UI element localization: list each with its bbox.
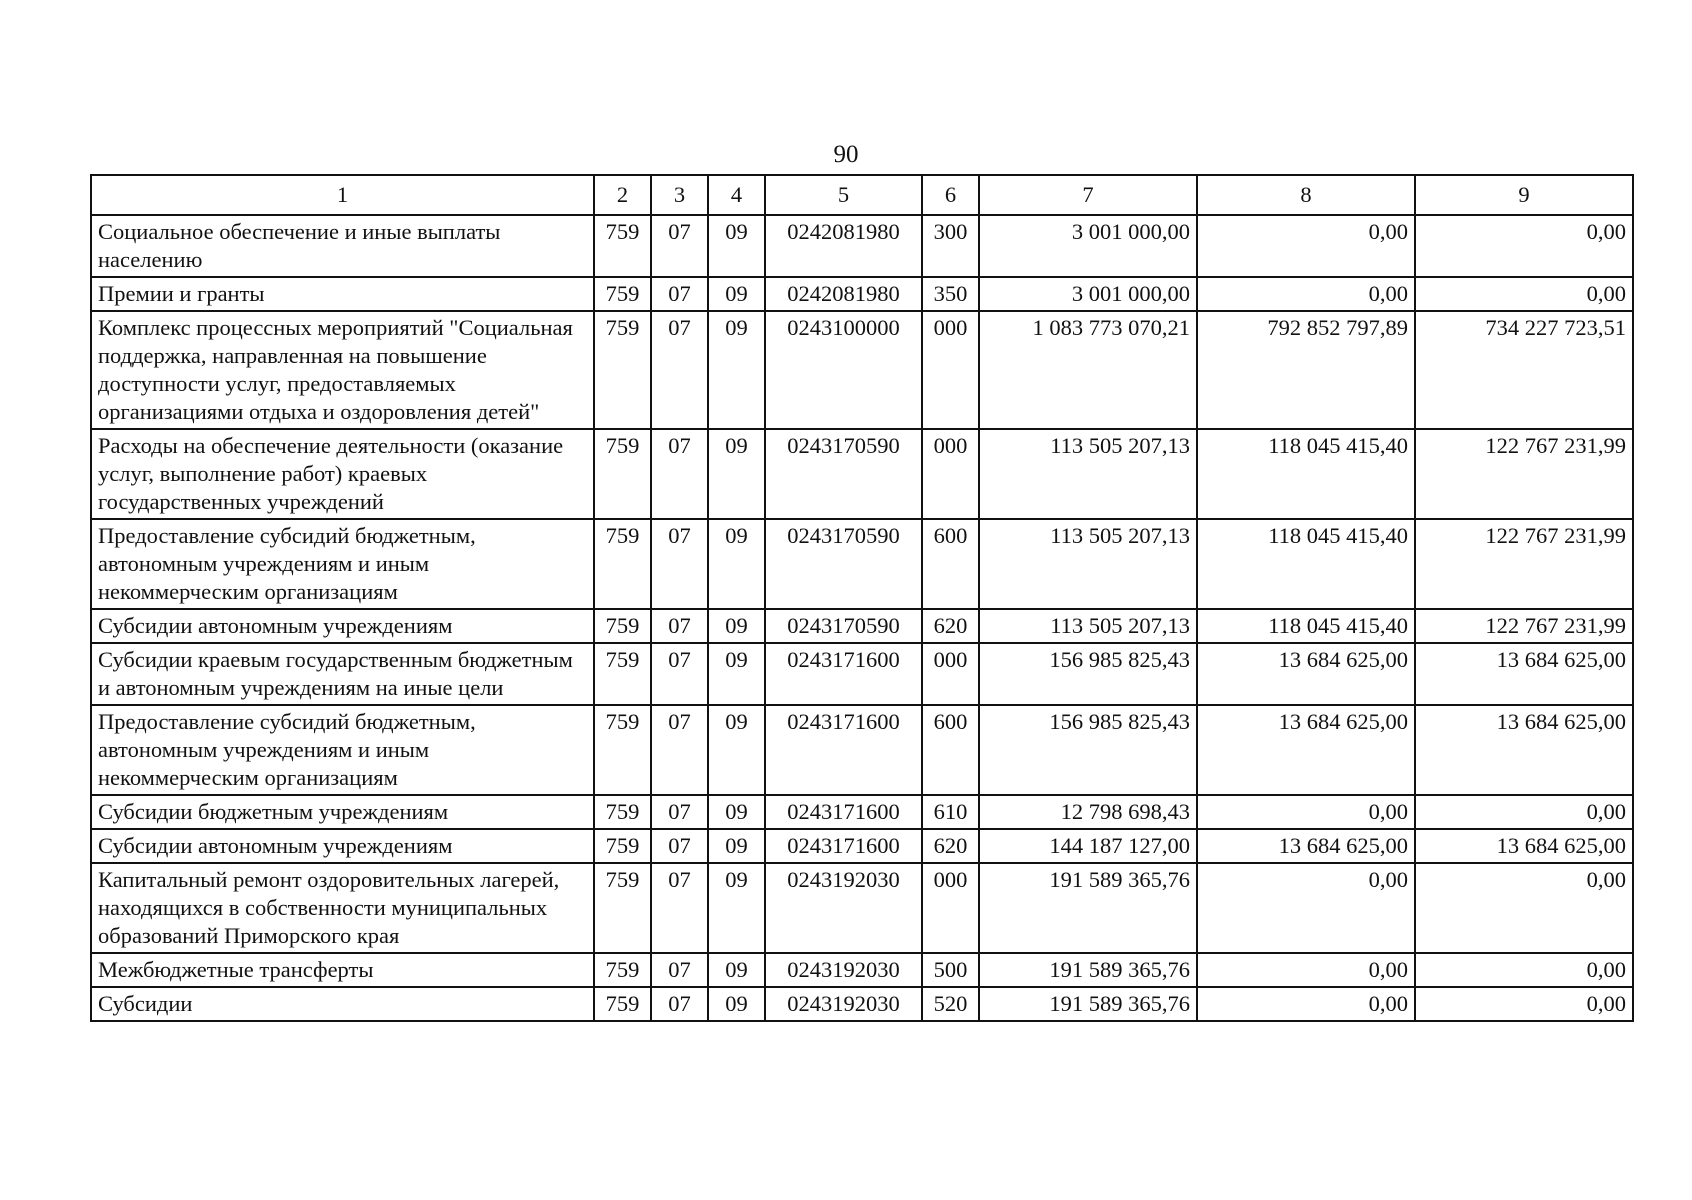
- amount-col8: 118 045 415,40: [1197, 429, 1415, 519]
- code-subsection: 09: [708, 643, 765, 705]
- amount-col9: 0,00: [1415, 277, 1633, 311]
- table-row: [91, 987, 1633, 1021]
- code-target-article: 0243170590: [765, 519, 922, 609]
- code-section: 07: [651, 429, 708, 519]
- code-target-article: 0243100000: [765, 311, 922, 429]
- column-header: 2: [594, 175, 651, 215]
- code-target-article: 0243170590: [765, 429, 922, 519]
- code-main: 759: [594, 215, 651, 277]
- code-target-article: 0243192030: [765, 987, 922, 1021]
- amount-col8: 13 684 625,00: [1197, 643, 1415, 705]
- code-subsection: 09: [708, 311, 765, 429]
- table-row: [91, 215, 1633, 277]
- table-row: [91, 277, 1633, 311]
- code-section: 07: [651, 519, 708, 609]
- amount-col7: 191 589 365,76: [979, 863, 1197, 953]
- code-target-article: 0242081980: [765, 277, 922, 311]
- amount-col9: 734 227 723,51: [1415, 311, 1633, 429]
- amount-col8: 792 852 797,89: [1197, 311, 1415, 429]
- column-header: 3: [651, 175, 708, 215]
- code-main: 759: [594, 429, 651, 519]
- amount-col8: 118 045 415,40: [1197, 609, 1415, 643]
- row-name: Социальное обеспечение и иные выплаты населению: [91, 215, 594, 277]
- code-main: 759: [594, 987, 651, 1021]
- column-header: 8: [1197, 175, 1415, 215]
- amount-col7: 144 187 127,00: [979, 829, 1197, 863]
- code-expense-type: 000: [922, 643, 979, 705]
- code-expense-type: 620: [922, 609, 979, 643]
- amount-col7: 1 083 773 070,21: [979, 311, 1197, 429]
- code-subsection: 09: [708, 863, 765, 953]
- amount-col8: 13 684 625,00: [1197, 829, 1415, 863]
- code-main: 759: [594, 795, 651, 829]
- code-target-article: 0243171600: [765, 795, 922, 829]
- amount-col9: 13 684 625,00: [1415, 643, 1633, 705]
- row-name: Комплекс процессных мероприятий "Социальная поддержка, направленная на повышение доступности услуг, предоставляемых организациями отдыха и оздоровления детей": [91, 311, 594, 429]
- code-expense-type: 610: [922, 795, 979, 829]
- code-main: 759: [594, 277, 651, 311]
- code-main: 759: [594, 953, 651, 987]
- column-number-row: [91, 175, 1633, 215]
- code-subsection: 09: [708, 277, 765, 311]
- amount-col8: 0,00: [1197, 987, 1415, 1021]
- code-section: 07: [651, 829, 708, 863]
- code-target-article: 0243171600: [765, 643, 922, 705]
- amount-col9: 13 684 625,00: [1415, 705, 1633, 795]
- code-subsection: 09: [708, 609, 765, 643]
- table-row: [91, 609, 1633, 643]
- amount-col9: 122 767 231,99: [1415, 429, 1633, 519]
- page-number: 90: [833, 141, 859, 168]
- amount-col9: 122 767 231,99: [1415, 519, 1633, 609]
- table-row: [91, 519, 1633, 609]
- column-header: 4: [708, 175, 765, 215]
- row-name: Капитальный ремонт оздоровительных лагерей, находящихся в собственности муниципальных образований Приморского края: [91, 863, 594, 953]
- code-expense-type: 600: [922, 519, 979, 609]
- code-section: 07: [651, 609, 708, 643]
- row-name: Расходы на обеспечение деятельности (оказание услуг, выполнение работ) краевых государственных учреждений: [91, 429, 594, 519]
- code-subsection: 09: [708, 215, 765, 277]
- row-name: Субсидии автономным учреждениям: [91, 829, 594, 863]
- code-main: 759: [594, 643, 651, 705]
- code-section: 07: [651, 215, 708, 277]
- code-target-article: 0243171600: [765, 705, 922, 795]
- code-expense-type: 500: [922, 953, 979, 987]
- code-expense-type: 620: [922, 829, 979, 863]
- amount-col8: 0,00: [1197, 953, 1415, 987]
- amount-col9: 122 767 231,99: [1415, 609, 1633, 643]
- amount-col7: 191 589 365,76: [979, 953, 1197, 987]
- code-main: 759: [594, 311, 651, 429]
- code-expense-type: 000: [922, 311, 979, 429]
- code-expense-type: 520: [922, 987, 979, 1021]
- code-main: 759: [594, 609, 651, 643]
- code-expense-type: 600: [922, 705, 979, 795]
- column-header: 9: [1415, 175, 1633, 215]
- code-main: 759: [594, 705, 651, 795]
- row-name: Предоставление субсидий бюджетным, автономным учреждениям и иным некоммерческим организациям: [91, 705, 594, 795]
- row-name: Межбюджетные трансферты: [91, 953, 594, 987]
- amount-col9: 0,00: [1415, 953, 1633, 987]
- amount-col7: 3 001 000,00: [979, 215, 1197, 277]
- amount-col7: 156 985 825,43: [979, 705, 1197, 795]
- code-target-article: 0243171600: [765, 829, 922, 863]
- table-row: [91, 643, 1633, 705]
- table-row: [91, 953, 1633, 987]
- code-section: 07: [651, 953, 708, 987]
- code-section: 07: [651, 643, 708, 705]
- row-name: Субсидии автономным учреждениям: [91, 609, 594, 643]
- row-name: Субсидии краевым государственным бюджетным и автономным учреждениям на иные цели: [91, 643, 594, 705]
- amount-col9: 13 684 625,00: [1415, 829, 1633, 863]
- amount-col7: 156 985 825,43: [979, 643, 1197, 705]
- column-header: 7: [979, 175, 1197, 215]
- amount-col9: 0,00: [1415, 987, 1633, 1021]
- amount-col8: 0,00: [1197, 863, 1415, 953]
- row-name: Премии и гранты: [91, 277, 594, 311]
- amount-col8: 13 684 625,00: [1197, 705, 1415, 795]
- amount-col8: 0,00: [1197, 215, 1415, 277]
- code-subsection: 09: [708, 519, 765, 609]
- budget-table: [90, 174, 1634, 1022]
- code-main: 759: [594, 863, 651, 953]
- amount-col7: 113 505 207,13: [979, 429, 1197, 519]
- amount-col9: 0,00: [1415, 795, 1633, 829]
- row-name: Предоставление субсидий бюджетным, автономным учреждениям и иным некоммерческим организациям: [91, 519, 594, 609]
- column-header: 6: [922, 175, 979, 215]
- code-expense-type: 350: [922, 277, 979, 311]
- code-expense-type: 300: [922, 215, 979, 277]
- amount-col8: 0,00: [1197, 277, 1415, 311]
- amount-col7: 113 505 207,13: [979, 519, 1197, 609]
- column-header: 5: [765, 175, 922, 215]
- amount-col7: 12 798 698,43: [979, 795, 1197, 829]
- table-body: [91, 215, 1633, 1021]
- amount-col7: 3 001 000,00: [979, 277, 1197, 311]
- row-name: Субсидии бюджетным учреждениям: [91, 795, 594, 829]
- table-row: [91, 829, 1633, 863]
- table-row: [91, 311, 1633, 429]
- code-section: 07: [651, 863, 708, 953]
- code-target-article: 0242081980: [765, 215, 922, 277]
- table-row: [91, 863, 1633, 953]
- code-section: 07: [651, 311, 708, 429]
- code-section: 07: [651, 795, 708, 829]
- amount-col9: 0,00: [1415, 863, 1633, 953]
- column-header: 1: [91, 175, 594, 215]
- amount-col8: 0,00: [1197, 795, 1415, 829]
- code-main: 759: [594, 829, 651, 863]
- code-expense-type: 000: [922, 429, 979, 519]
- code-expense-type: 000: [922, 863, 979, 953]
- code-main: 759: [594, 519, 651, 609]
- code-subsection: 09: [708, 795, 765, 829]
- code-subsection: 09: [708, 705, 765, 795]
- amount-col7: 113 505 207,13: [979, 609, 1197, 643]
- table-row: [91, 705, 1633, 795]
- code-subsection: 09: [708, 429, 765, 519]
- amount-col7: 191 589 365,76: [979, 987, 1197, 1021]
- code-subsection: 09: [708, 987, 765, 1021]
- code-section: 07: [651, 705, 708, 795]
- code-subsection: 09: [708, 953, 765, 987]
- code-target-article: 0243192030: [765, 953, 922, 987]
- table-row: [91, 429, 1633, 519]
- code-section: 07: [651, 277, 708, 311]
- amount-col9: 0,00: [1415, 215, 1633, 277]
- code-section: 07: [651, 987, 708, 1021]
- code-subsection: 09: [708, 829, 765, 863]
- table-row: [91, 795, 1633, 829]
- row-name: Субсидии: [91, 987, 594, 1021]
- code-target-article: 0243192030: [765, 863, 922, 953]
- amount-col8: 118 045 415,40: [1197, 519, 1415, 609]
- code-target-article: 0243170590: [765, 609, 922, 643]
